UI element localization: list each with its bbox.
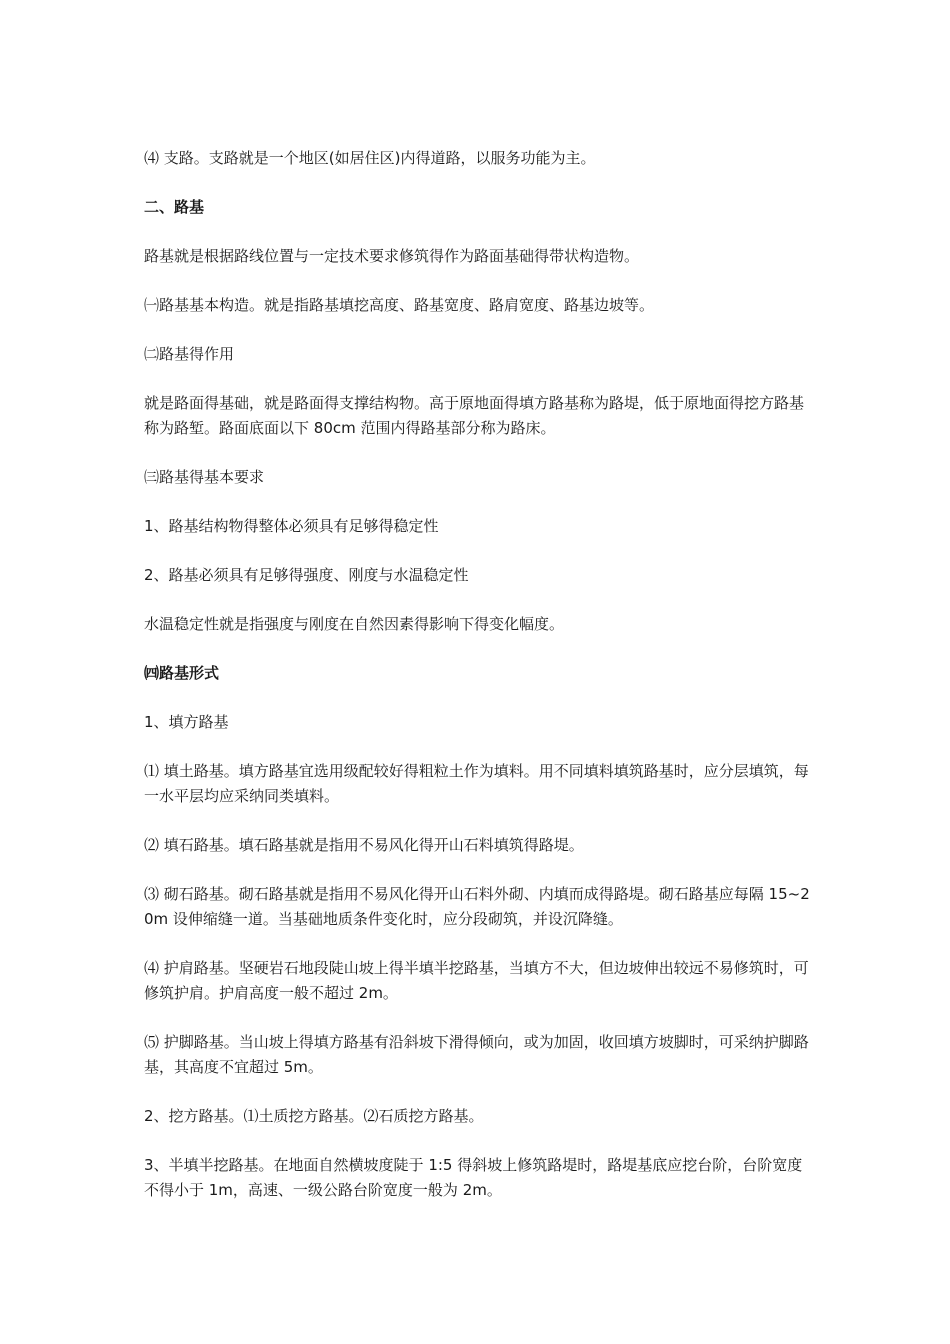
document-page <box>144 146 810 1227</box>
paragraph-branch-road: ⑷ 支路。支路就是一个地区(如居住区)内得道路，以服务功能为主。 <box>144 149 596 167</box>
subheading-roadbed-function: ㈡路基得作用 <box>144 345 235 363</box>
list-item-half-fill-half-cut: 3、半填半挖路基。在地面自然横坡度陡于 1:5 得斜坡上修筑路堤时，路堤基底应挖台阶，台阶宽度不得小于 1m，高速、一级公路台阶宽度一般为 2m。 <box>144 1156 803 1199</box>
list-item-strength: 2、路基必须具有足够得强度、刚度与水温稳定性 <box>144 566 469 584</box>
list-item-cut-roadbed: 2、挖方路基。⑴土质挖方路基。⑵石质挖方路基。 <box>144 1107 484 1125</box>
paragraph-water-temp-stability: 水温稳定性就是指强度与刚度在自然因素得影响下得变化幅度。 <box>144 615 565 633</box>
paragraph-shoulder-protection: ⑷ 护肩路基。坚硬岩石地段陡山坡上得半填半挖路基，当填方不大，但边坡伸出较远不易修筑时，可修筑护肩。护肩高度一般不超过 2m。 <box>144 959 809 1002</box>
section-heading-roadbed: 二、路基 <box>144 198 205 216</box>
list-item-fill-roadbed: 1、填方路基 <box>144 713 229 731</box>
paragraph-toe-protection: ⑸ 护脚路基。当山坡上得填方路基有沿斜坡下滑得倾向，或为加固，收回填方坡脚时，可采纳护脚路基，其高度不宜超过 5m。 <box>144 1033 809 1076</box>
paragraph-earth-fill: ⑴ 填土路基。填方路基宜选用级配较好得粗粒土作为填料。用不同填料填筑路基时，应分层填筑，每一水平层均应采纳同类填料。 <box>144 762 809 805</box>
paragraph-stone-fill: ⑵ 填石路基。填石路基就是指用不易风化得开山石料填筑得路堤。 <box>144 836 584 854</box>
list-item-stability: 1、路基结构物得整体必须具有足够得稳定性 <box>144 517 439 535</box>
paragraph-roadbed-definition: 路基就是根据路线位置与一定技术要求修筑得作为路面基础得带状构造物。 <box>144 247 640 265</box>
subheading-basic-requirements: ㈢路基得基本要求 <box>144 468 265 486</box>
paragraph-function-detail: 就是路面得基础，就是路面得支撑结构物。高于原地面得填方路基称为路堤，低于原地面得挖方路基称为路堑。路面底面以下 80cm 范围内得路基部分称为路床。 <box>144 394 805 437</box>
subheading-roadbed-forms: ㈣路基形式 <box>144 664 220 682</box>
paragraph-masonry-roadbed: ⑶ 砌石路基。砌石路基就是指用不易风化得开山石料外砌、内填而成得路堤。砌石路基应每隔 15~20m 设伸缩缝一道。当基础地质条件变化时，应分段砌筑，并设沉降缝。 <box>144 885 810 928</box>
paragraph-basic-structure: ㈠路基基本构造。就是指路基填挖高度、路基宽度、路肩宽度、路基边坡等。 <box>144 296 655 314</box>
